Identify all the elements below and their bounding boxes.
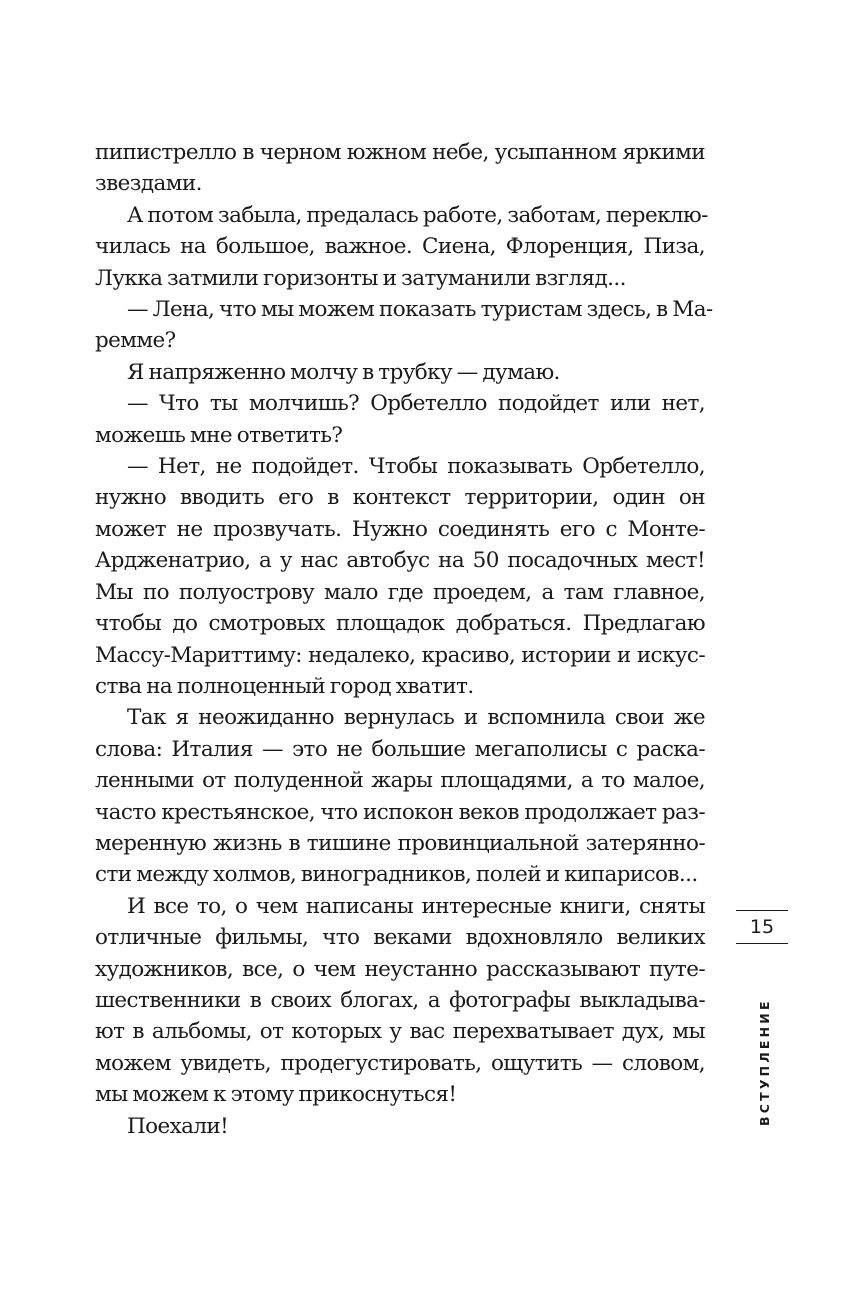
text-line: ремме?	[95, 328, 176, 354]
text-line: Так я неожиданно вернулась и вспомнила свои же	[127, 705, 705, 731]
text-line: — Лена, что мы можем показать туристам здесь, в Ма-	[127, 297, 713, 323]
text-line: чилась на большое, важное. Сиена, Флоренция, Пиза,	[95, 234, 705, 260]
page-number: 15	[749, 916, 775, 938]
text-line: звездами.	[95, 171, 202, 197]
text-line: можешь мне ответить?	[95, 422, 343, 448]
text-line: Я напряженно молчу в трубку — думаю.	[127, 359, 560, 385]
page-number-bottom-rule	[736, 943, 788, 944]
text-line: Массу-Мариттиму: недалеко, красиво, истории и искус-	[95, 642, 705, 668]
text-line: художников, все, о чем неустанно рассказывают путе-	[95, 956, 705, 982]
text-line: отличные фильмы, что веками вдохновляло великих	[95, 925, 705, 951]
text-line: мы можем к этому прикоснуться!	[95, 1082, 457, 1108]
text-line: ленными от полуденной жары площадями, а то малое,	[95, 768, 705, 794]
text-line: ства на полноценный город хватит.	[95, 673, 474, 699]
text-line: ют в альбомы, от которых у вас перехватывает дух, мы	[95, 1019, 705, 1045]
text-line: пипистрелло в черном южном небе, усыпанном яркими	[95, 140, 705, 165]
text-line: А потом забыла, предалась работе, заботам, переклю-	[127, 202, 708, 228]
page-number-top-rule	[736, 910, 788, 911]
text-line: Поехали!	[127, 1113, 229, 1139]
body-text	[95, 137, 713, 1142]
text-line: меренную жизнь в тишине провинциальной затерянно-	[95, 830, 705, 856]
text-line: Ардженатрио, а у нас автобус на 50 посадочных мест!	[95, 548, 705, 574]
text-line: часто крестьянское, что испокон веков продолжает раз-	[95, 799, 705, 825]
text-line: слова: Италия — это не большие мегаполисы с раска-	[95, 736, 705, 762]
text-line: может не прозвучать. Нужно соединять его с Монте-	[95, 516, 705, 542]
text-line: И все то, о чем написаны интересные книги, сняты	[127, 893, 705, 919]
text-line: шественники в своих блогах, а фотографы выкладыва-	[95, 987, 705, 1013]
text-line: можем увидеть, продегустировать, ощутить — словом,	[95, 1050, 705, 1076]
text-line: Лукка затмили горизонты и затуманили взгляд...	[95, 265, 626, 291]
text-line: Мы по полуострову мало где проедем, а там главное,	[95, 579, 705, 605]
text-line: — Что ты молчишь? Орбетелло подойдет или нет,	[127, 391, 705, 417]
text-line: — Нет, не подойдет. Чтобы показывать Орбетелло,	[127, 454, 705, 480]
text-line: нужно вводить его в контекст территории, один он	[95, 485, 705, 511]
text-line: чтобы до смотровых площадок добраться. Предлагаю	[95, 611, 705, 637]
text-line: сти между холмов, виноградников, полей и кипарисов...	[95, 862, 698, 888]
running-section-title: ВСТУПЛЕНИЕ	[757, 998, 772, 1126]
